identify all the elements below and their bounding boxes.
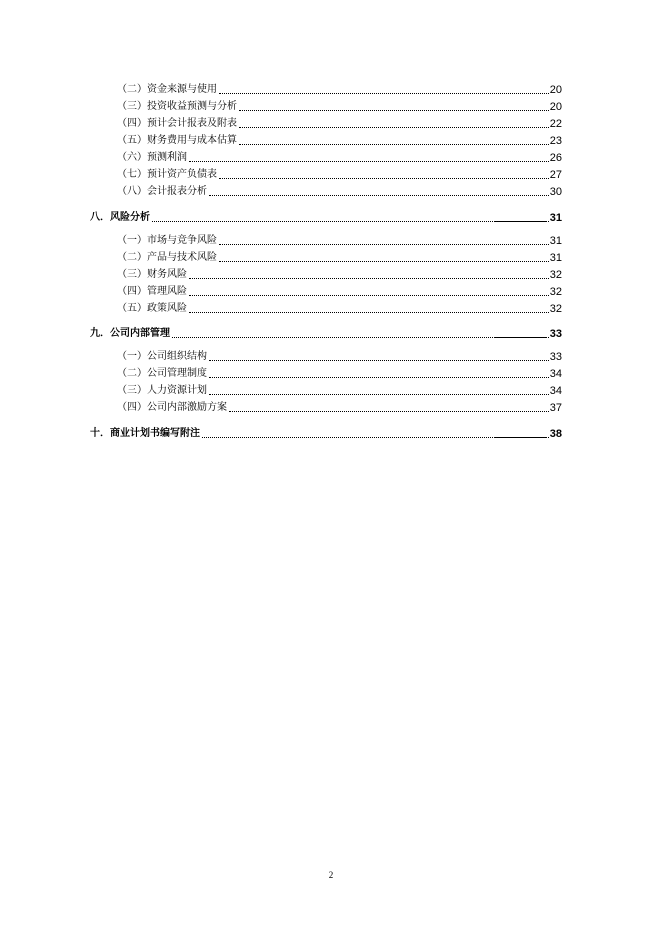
toc-dot-leader <box>219 93 549 94</box>
toc-entry-page: 31 <box>549 235 562 247</box>
toc-entry-title: （一）公司组织结构 <box>117 351 207 362</box>
toc-section-entry[interactable] <box>117 186 562 198</box>
toc-entry-title: （七）预计资产负债表 <box>117 169 217 180</box>
toc-entry-page: 34 <box>549 385 562 397</box>
toc-entry-title: 八．风险分析 <box>90 212 150 223</box>
toc-entry-page: 34 <box>549 368 562 380</box>
toc-entry-title: （四）公司内部激励方案 <box>117 402 227 413</box>
toc-entry-title: （五）财务费用与成本估算 <box>117 135 237 146</box>
toc-section-entry[interactable] <box>117 169 562 181</box>
toc-chapter-underline <box>494 337 546 338</box>
toc-dot-leader <box>152 221 549 222</box>
toc-entry-page: 30 <box>549 186 562 198</box>
toc-entry-title: （三）投资收益预测与分析 <box>117 101 237 112</box>
toc-entry-title: （六）预测利润 <box>117 152 187 163</box>
toc-entry-title: （四）管理风险 <box>117 286 187 297</box>
toc-entry-title: 十．商业计划书编写附注 <box>90 428 200 439</box>
toc-section-entry[interactable] <box>117 101 562 113</box>
toc-entry-page: 32 <box>549 286 562 298</box>
toc-dot-leader <box>219 244 549 245</box>
toc-section-entry[interactable] <box>117 235 562 247</box>
toc-entry-title: 九．公司内部管理 <box>90 328 170 339</box>
toc-dot-leader <box>189 161 549 162</box>
toc-entry-title: （四）预计会计报表及附表 <box>117 118 237 129</box>
toc-entry-page: 20 <box>549 84 562 96</box>
toc-entry-title: （三）人力资源计划 <box>117 385 207 396</box>
toc-entry-page: 32 <box>549 269 562 281</box>
toc-entry-page: 38 <box>549 428 562 440</box>
toc-chapter-entry[interactable] <box>90 212 562 224</box>
toc-entry-title: （二）公司管理制度 <box>117 368 207 379</box>
toc-section-entry[interactable] <box>117 368 562 380</box>
toc-dot-leader <box>189 295 549 296</box>
toc-dot-leader <box>239 127 549 128</box>
toc-section-entry[interactable] <box>117 402 562 414</box>
toc-chapter-underline <box>494 221 546 222</box>
toc-entry-page: 20 <box>549 101 562 113</box>
toc-entry-title: （二）产品与技术风险 <box>117 252 217 263</box>
toc-section-entry[interactable] <box>117 269 562 281</box>
toc-section-entry[interactable] <box>117 385 562 397</box>
toc-entry-page: 23 <box>549 135 562 147</box>
toc-entry-page: 33 <box>549 328 562 340</box>
toc-section-entry[interactable] <box>117 118 562 130</box>
toc-dot-leader <box>172 337 549 338</box>
toc-section-entry[interactable] <box>117 286 562 298</box>
page-number: 2 <box>328 870 334 880</box>
toc-chapter-underline <box>494 437 546 438</box>
toc-chapter-entry[interactable] <box>90 428 562 440</box>
toc-dot-leader <box>189 312 549 313</box>
toc-section-entry[interactable] <box>117 303 562 315</box>
toc-entry-page: 27 <box>549 169 562 181</box>
toc-dot-leader <box>209 360 549 361</box>
toc-dot-leader <box>229 411 549 412</box>
toc-dot-leader <box>209 394 549 395</box>
toc-dot-leader <box>239 110 549 111</box>
toc-section-entry[interactable] <box>117 84 562 96</box>
toc-entry-page: 22 <box>549 118 562 130</box>
toc-section-entry[interactable] <box>117 252 562 264</box>
toc-entry-page: 37 <box>549 402 562 414</box>
toc-section-entry[interactable] <box>117 351 562 363</box>
toc-section-entry[interactable] <box>117 152 562 164</box>
toc-section-entry[interactable] <box>117 135 562 147</box>
toc-entry-title: （八）会计报表分析 <box>117 186 207 197</box>
toc-chapter-entry[interactable] <box>90 328 562 340</box>
toc-dot-leader <box>219 178 549 179</box>
toc-entry-page: 26 <box>549 152 562 164</box>
toc-entry-title: （三）财务风险 <box>117 269 187 280</box>
toc-entry-page: 33 <box>549 351 562 363</box>
toc-entry-title: （一）市场与竞争风险 <box>117 235 217 246</box>
toc-dot-leader <box>219 261 549 262</box>
toc-dot-leader <box>239 144 549 145</box>
toc-entry-title: （二）资金来源与使用 <box>117 84 217 95</box>
toc-entry-title: （五）政策风险 <box>117 303 187 314</box>
toc-dot-leader <box>189 278 549 279</box>
toc-entry-page: 31 <box>549 252 562 264</box>
toc-dot-leader <box>209 377 549 378</box>
toc-dot-leader <box>209 195 549 196</box>
toc-entry-page: 32 <box>549 303 562 315</box>
toc-entry-page: 31 <box>549 212 562 224</box>
